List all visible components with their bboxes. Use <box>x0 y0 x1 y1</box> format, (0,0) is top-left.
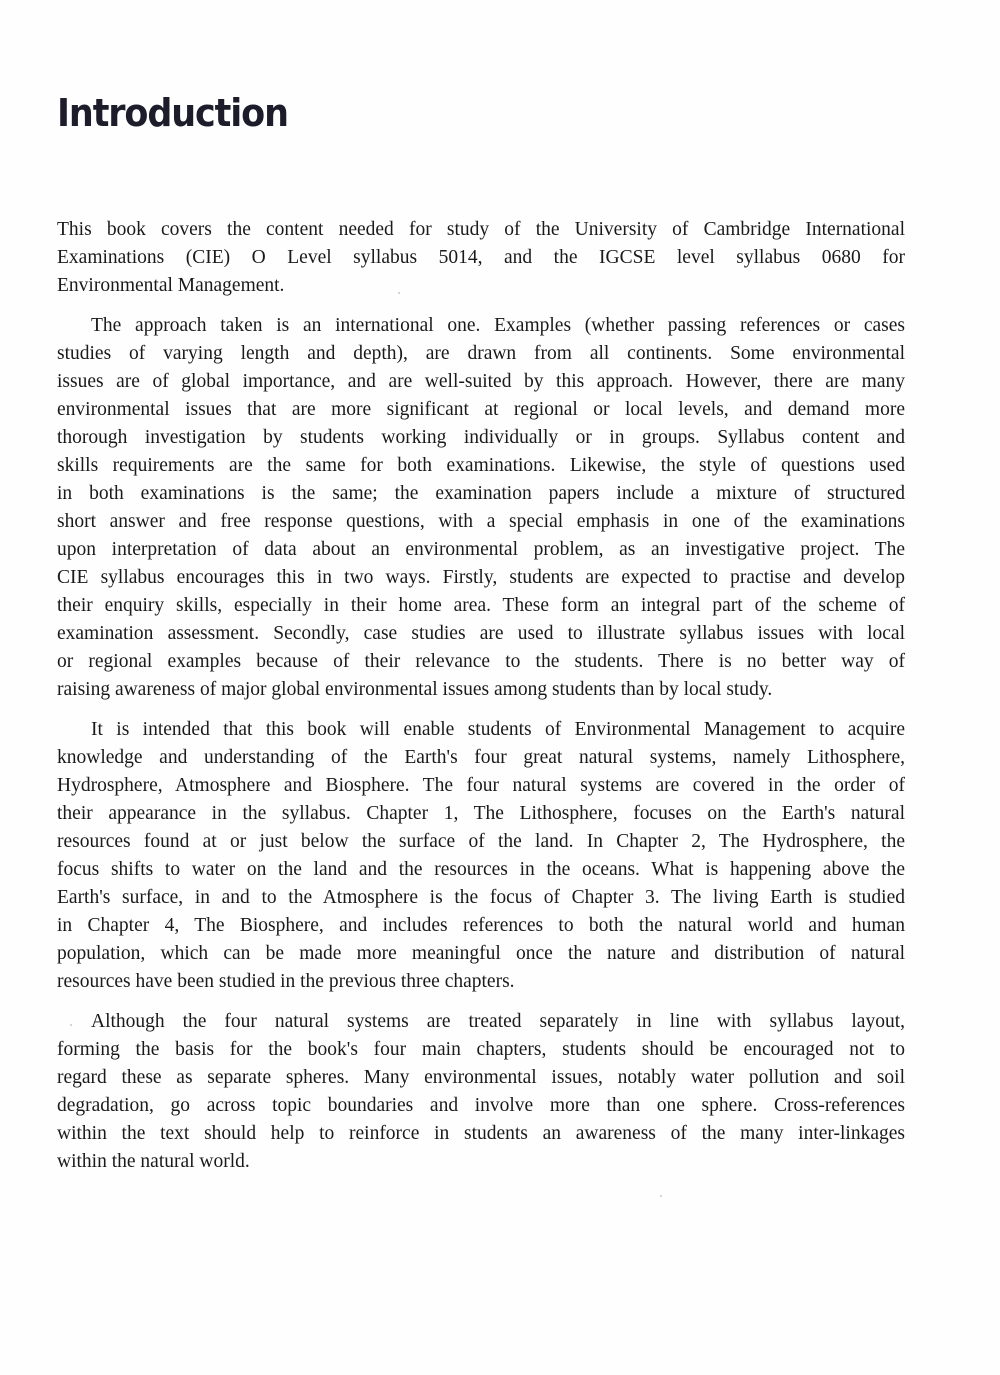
text-line: Earth's surface, in and to the Atmosphere is the focus of Chapter 3. The living Earth is studied <box>57 887 905 908</box>
text-line: skills requirements are the same for both examinations. Likewise, the style of questions used <box>57 455 905 476</box>
text-line: their enquiry skills, especially in their home area. These form an integral part of the scheme of <box>57 595 905 616</box>
text-line: raising awareness of major global environmental issues among students than by local study. <box>57 679 773 700</box>
text-line: Environmental Management. <box>57 275 285 296</box>
text-line: thorough investigation by students working individually or in groups. Syllabus content and <box>57 427 905 448</box>
scan-speck <box>660 1195 662 1197</box>
text-line: forming the basis for the book's four main chapters, students should be encouraged not to <box>57 1039 905 1060</box>
text-line: in Chapter 4, The Biosphere, and includes references to both the natural world and human <box>57 915 905 936</box>
text-line: knowledge and understanding of the Earth's four great natural systems, namely Lithosphere, <box>57 747 905 768</box>
text-line: Examinations (CIE) O Level syllabus 5014, and the IGCSE level syllabus 0680 for <box>57 247 905 268</box>
text-line: short answer and free response questions, with a special emphasis in one of the examinations <box>57 511 905 532</box>
page-title: Introduction <box>57 91 288 135</box>
text-line: Although the four natural systems are treated separately in line with syllabus layout, <box>91 1011 905 1032</box>
text-line: population, which can be made more meaningful once the nature and distribution of natural <box>57 943 905 964</box>
text-line: within the text should help to reinforce in students an awareness of the many inter-linkages <box>57 1123 905 1144</box>
text-line: resources have been studied in the previous three chapters. <box>57 971 515 992</box>
text-line: Hydrosphere, Atmosphere and Biosphere. The four natural systems are covered in the order of <box>57 775 905 796</box>
scan-speck <box>398 292 400 294</box>
text-line: resources found at or just below the surface of the land. In Chapter 2, The Hydrosphere, the <box>57 831 905 852</box>
text-line: or regional examples because of their relevance to the students. There is no better way of <box>57 651 905 672</box>
scan-speck <box>70 1024 72 1026</box>
text-line: CIE syllabus encourages this in two ways. Firstly, students are expected to practise and develop <box>57 567 905 588</box>
text-line: issues are of global importance, and are well-suited by this approach. However, there are many <box>57 371 905 392</box>
text-line: environmental issues that are more significant at regional or local levels, and demand more <box>57 399 905 420</box>
text-line: examination assessment. Secondly, case studies are used to illustrate syllabus issues with local <box>57 623 905 644</box>
text-line: degradation, go across topic boundaries and involve more than one sphere. Cross-references <box>57 1095 905 1116</box>
text-line: within the natural world. <box>57 1151 250 1172</box>
text-line: in both examinations is the same; the examination papers include a mixture of structured <box>57 483 905 504</box>
text-line: The approach taken is an international one. Examples (whether passing references or cases <box>91 315 905 336</box>
text-line: their appearance in the syllabus. Chapter 1, The Lithosphere, focuses on the Earth's natural <box>57 803 905 824</box>
text-line: This book covers the content needed for study of the University of Cambridge International <box>57 219 905 240</box>
text-line: focus shifts to water on the land and the resources in the oceans. What is happening above the <box>57 859 905 880</box>
text-line: It is intended that this book will enable students of Environmental Management to acquire <box>91 719 905 740</box>
text-line: studies of varying length and depth), are drawn from all continents. Some environmental <box>57 343 905 364</box>
text-line: regard these as separate spheres. Many environmental issues, notably water pollution and soil <box>57 1067 905 1088</box>
text-line: upon interpretation of data about an environmental problem, as an investigative project. The <box>57 539 905 560</box>
